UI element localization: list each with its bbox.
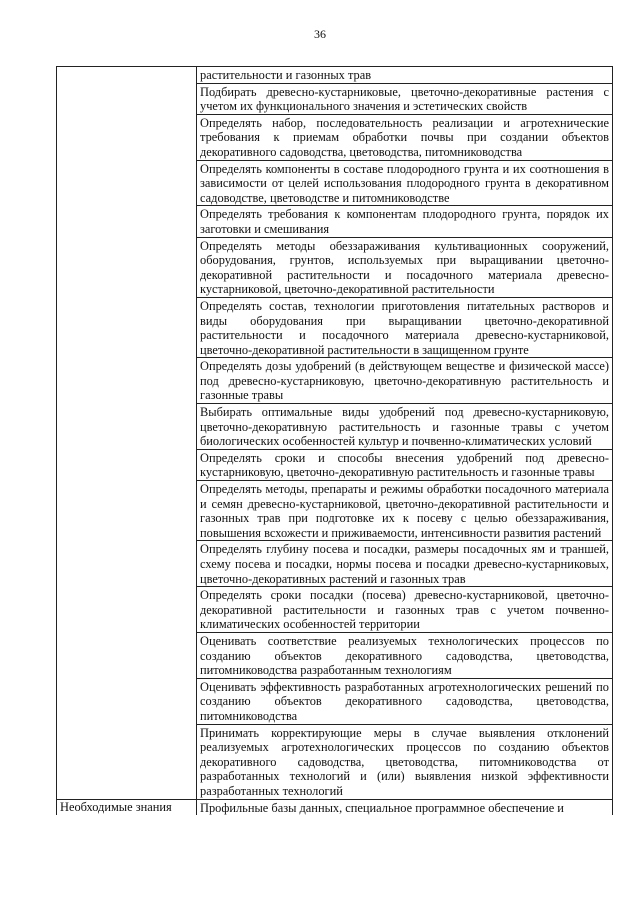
row-label-cell <box>57 67 197 800</box>
table-row <box>57 799 613 815</box>
page-number: 36 <box>314 27 326 41</box>
list-item: Определять методы обеззараживания культивационных сооружений, оборудования, грунтов, используемых при выращивании цветочно-декоративной растительности и посадочного материала древесно-кустарниковой, цветочно-декоративной растительности <box>197 238 612 298</box>
list-item: Определять методы, препараты и режимы обработки посадочного материала и семян древесно-кустарниковой, цветочно-декоративной растительности и газонных трав при подготовке их к посеву с целью обеззараживания, повышения всхожести и приживаемости, интенсивности развития растений <box>197 481 612 541</box>
table-row <box>57 67 613 800</box>
list-item: Определять сроки посадки (посева) древесно-кустарниковой, цветочно-декоративной растительности и газонных трав с учетом почвенно-климатических особенностей территории <box>197 587 612 633</box>
list-item: Определять требования к компонентам плодородного грунта, порядок их заготовки и смешивания <box>197 206 612 237</box>
list-item: Определять набор, последовательность реализации и агротехнические требования к приемам обработки почвы при создании объектов декоративного садоводства, цветоводства, питомниководства <box>197 115 612 161</box>
list-item: Профильные базы данных, специальное программное обеспечение и <box>200 800 564 815</box>
list-item: Определять дозы удобрений (в действующем веществе и физической массе) под древесно-кустарниковую, цветочно-декоративную растительность и газонные травы <box>197 358 612 404</box>
list-item: Подбирать древесно-кустарниковые, цветочно-декоративные растения с учетом их функционального значения и эстетических свойств <box>197 84 612 115</box>
list-item: Оценивать эффективность разработанных агротехнологических решений по созданию объектов декоративного садоводства, цветоводства, питомниководства <box>197 679 612 725</box>
row-label-cell <box>57 799 197 815</box>
list-item: Принимать корректирующие меры в случае выявления отклонений реализуемых агротехнологических процессов по созданию объектов декоративного садоводства, цветоводства, питомниководства от разработанных технологий и (или) выявления низкой эффективности разработанных технологий <box>200 725 609 798</box>
list-item: Определять компоненты в составе плодородного грунта и их соотношения в зависимости от целей использования плодородного грунта в декоративном садоводстве, цветоводстве и питомниководстве <box>197 161 612 207</box>
list-item: Оценивать соответствие реализуемых технологических процессов по созданию объектов декоративного садоводства, цветоводства, питомниководства разработанным технологиям <box>197 633 612 679</box>
row-label-knowledge: Необходимые знания <box>60 799 172 814</box>
list-item: Определять сроки и способы внесения удобрений под древесно-кустарниковую, цветочно-декоративную растительность и газонные травы <box>197 450 612 481</box>
list-item: Выбирать оптимальные виды удобрений под древесно-кустарниковую, цветочно-декоративную растительность и газонные травы с учетом биологических особенностей культур и почвенно-климатических условий <box>197 404 612 450</box>
list-item: растительности и газонных трав <box>197 67 612 84</box>
requirements-table <box>56 66 613 815</box>
list-item: Определять глубину посева и посадки, размеры посадочных ям и траншей, схему посева и посадки, нормы посева и посадки древесно-кустарниковых, цветочно-декоративных растений и газонных трав <box>197 541 612 587</box>
skills-cell <box>197 67 613 800</box>
knowledge-cell <box>197 799 613 815</box>
list-item: Определять состав, технологии приготовления питательных растворов и виды оборудования при выращивании цветочно-декоративной растительности и посадочного материала древесно-кустарниковой, цветочно-декоративной растительности в защищенном грунте <box>197 298 612 358</box>
